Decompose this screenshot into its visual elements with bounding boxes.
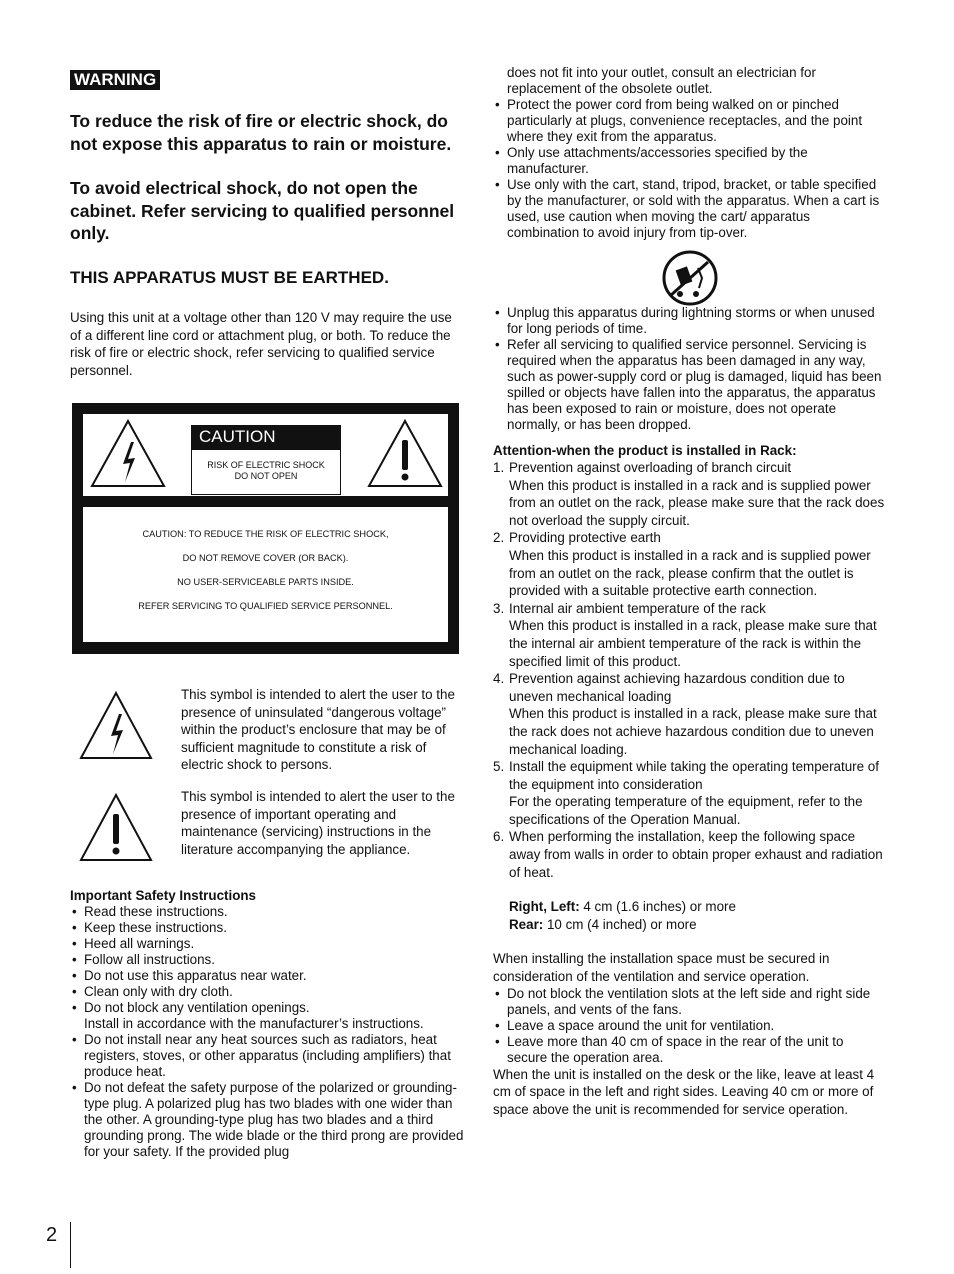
list-item: • Heed all warnings. <box>70 936 464 952</box>
safety-list-3-wrap <box>493 305 885 433</box>
rack-item: 4. Prevention against achieving hazardous condition due to uneven mechanical loading When this product is installed in a rack, please make sure that the rack does not achieve hazardous condition due to uneven mechanical loading. <box>493 671 877 757</box>
rack-item: 5. Install the equipment while taking the operating temperature of the equipment into consideration For the operating temperature of the equipment, refer to the specifications of the Operation Manual. <box>493 759 879 827</box>
earthed-heading: THIS APPARATUS MUST BE EARTHED. <box>70 268 389 287</box>
caution-label-bottom <box>83 507 448 642</box>
list-item: • Keep these instructions. <box>70 920 464 936</box>
rack-section <box>493 443 885 1118</box>
exclamation-symbol-text: This symbol is intended to alert the user to the presence of important operating and maintenance (servicing) instructions in the literature accompanying the appliance. <box>181 789 455 857</box>
warning-line-1: To reduce the risk of fire or electric shock, do not expose this apparatus to rain or moisture. <box>70 111 452 154</box>
warning-line-2: To avoid electrical shock, do not open the cabinet. Refer servicing to qualified personnel only. <box>70 178 455 243</box>
page-divider <box>70 1222 71 1268</box>
caution-line: NO USER-SERVICEABLE PARTS INSIDE. <box>177 577 354 587</box>
install-paragraph: When installing the installation space must be secured in consideration of the ventilation and service operation. <box>493 951 830 985</box>
list-item: • Leave more than 40 cm of space in the rear of the unit to secure the operation area. <box>493 1034 885 1066</box>
safety-list <box>70 904 464 1160</box>
rack-item: 6. When performing the installation, keep the following space away from walls in order to obtain proper exhaust and radiation of heat. <box>493 829 883 880</box>
desk-paragraph: When the unit is installed on the desk or the like, leave at least 4 cm of space in the left and right sides. Leaving 40 cm or more of space above the unit is recommended for service operation. <box>493 1066 875 1117</box>
list-item: • Protect the power cord from being walked on or pinched particularly at plugs, convenience receptacles, and the point where they exit from the apparatus. <box>493 97 885 145</box>
safety-section <box>70 888 464 1160</box>
exclamation-triangle-icon <box>78 792 154 864</box>
list-item: • Do not block any ventilation openings. Install in accordance with the manufacturer’s instructions. <box>70 1000 464 1032</box>
safety-list-2 <box>493 97 885 241</box>
list-item: • Do not install near any heat sources such as radiators, heat registers, stoves, or other apparatus (including amplifiers) that produce heat. <box>70 1032 464 1080</box>
exclamation-triangle-icon <box>366 418 444 490</box>
caution-title: CAUTION <box>191 425 341 449</box>
rack-heading: Attention-when the product is installed in Rack: <box>493 443 797 458</box>
list-item: • Refer all servicing to qualified service personnel. Servicing is required when the apparatus has been damaged in any way, such as power-supply cord or plug is damaged, liquid has been spilled or objects have fallen into the apparatus, the apparatus has been exposed to rain or moisture, does not operate normally, or has been dropped. <box>493 337 885 433</box>
list-item: • Do not use this apparatus near water. <box>70 968 464 984</box>
list-item: • Do not block the ventilation slots at the left side and right side panels, and vents of the fans. <box>493 986 885 1018</box>
caution-line: REFER SERVICING TO QUALIFIED SERVICE PERSONNEL. <box>138 601 393 611</box>
list-item: • Leave a space around the unit for ventilation. <box>493 1018 885 1034</box>
list-item: • Follow all instructions. <box>70 952 464 968</box>
list-item: • Do not defeat the safety purpose of the polarized or grounding-type plug. A polarized plug has two blades with one wider than the other. A grounding-type plug has two blades and a third grounding prong. The wide blade or the third prong are provided for your safety. If the provided plug <box>70 1080 464 1160</box>
list-item: • Read these instructions. <box>70 904 464 920</box>
continued-text: does not fit into your outlet, consult an electrician for replacement of the obsolete outlet. <box>507 65 816 96</box>
safety-continued <box>493 65 885 241</box>
caution-label <box>72 403 459 654</box>
lightning-triangle-icon <box>89 418 167 490</box>
rack-item: 2. Providing protective earth When this product is installed in a rack and is supplied power from an outlet on the rack, please confirm that the outlet is provided with a suitable protective earth connection. <box>493 530 871 599</box>
clearance-right-left: Right, Left: 4 cm (1.6 inches) or more <box>509 899 736 915</box>
caution-sub-line-1: RISK OF ELECTRIC SHOCK <box>207 460 325 470</box>
caution-line: DO NOT REMOVE COVER (OR BACK). <box>182 553 349 563</box>
voltage-paragraph: Using this unit at a voltage other than 120 V may require the use of a different line cord or attachment plug, or both. To reduce the risk of fire or electric shock, refer servicing to qualified service personnel. <box>70 310 452 378</box>
lightning-triangle-icon <box>78 690 154 762</box>
rack-item: 1. Prevention against overloading of branch circuit When this product is installed in a rack and is supplied power from an outlet on the rack, please make sure that the rack does not overload the supply circuit. <box>493 460 885 528</box>
page-number: 2 <box>46 1224 58 1246</box>
list-item: • Clean only with dry cloth. <box>70 984 464 1000</box>
caution-line: CAUTION: TO REDUCE THE RISK OF ELECTRIC SHOCK, <box>142 529 389 539</box>
cart-warning-icon <box>660 250 720 306</box>
caution-subtitle <box>191 449 341 495</box>
caution-sub-line-2: DO NOT OPEN <box>234 471 298 481</box>
voltage-symbol-text: This symbol is intended to alert the user to the presence of uninsulated “dangerous voltage” within the product’s enclosure that may be of sufficient magnitude to constitute a risk of electric shock to persons. <box>181 687 455 773</box>
install-list <box>493 986 885 1066</box>
rack-item: 3. Internal air ambient temperature of the rack When this product is installed in a rack, please make sure that the internal air ambient temperature of the rack is within the specified limit of this product. <box>493 600 877 669</box>
warning-tag: WARNING <box>70 70 160 90</box>
safety-list-3 <box>493 305 885 433</box>
safety-heading: Important Safety Instructions <box>70 888 257 903</box>
list-item: • Use only with the cart, stand, tripod, bracket, or table specified by the manufacturer, or sold with the apparatus. When a cart is used, use caution when moving the cart/ apparatus combination to avoid injury from tip-over. <box>493 177 885 241</box>
clearance-rear: Rear: 10 cm (4 inched) or more <box>509 916 697 932</box>
caution-label-top <box>83 414 448 496</box>
list-item: • Unplug this apparatus during lightning storms or when unused for long periods of time. <box>493 305 885 337</box>
list-item: • Only use attachments/accessories specified by the manufacturer. <box>493 145 885 177</box>
